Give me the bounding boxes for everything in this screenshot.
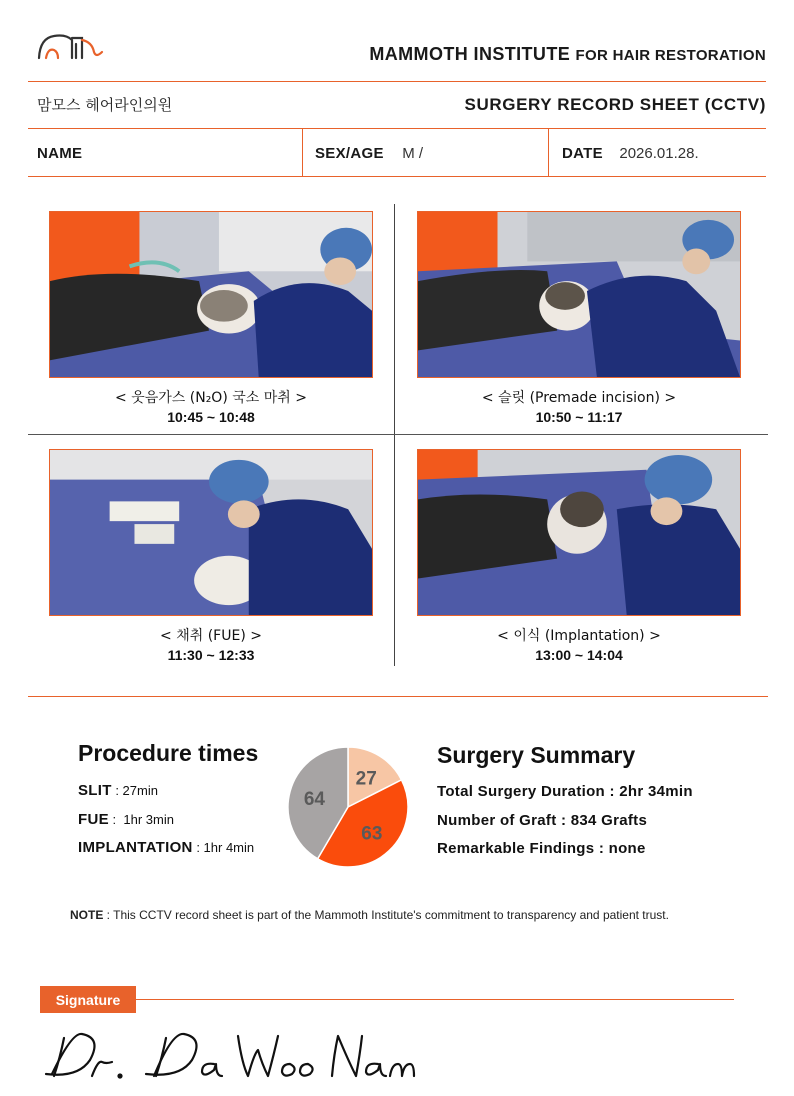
name-field xyxy=(37,145,82,163)
photo-caption xyxy=(49,387,373,425)
procedure-value: 27min xyxy=(122,783,158,798)
grid-vertical-divider xyxy=(394,204,395,666)
photo-caption xyxy=(417,387,741,425)
procedure-sep: : xyxy=(111,783,123,798)
procedure-pie-chart xyxy=(286,745,410,869)
photo-caption-title: < 웃음가스 (N₂O) 국소 마취 > xyxy=(115,390,307,406)
procedure-row-slit xyxy=(78,782,158,799)
pie-slice-label: 63 xyxy=(361,823,383,845)
cctv-photo-implantation xyxy=(417,449,741,616)
cctv-photo-anesthesia xyxy=(49,211,373,378)
clinic-korean-name: 맘모스 헤어라인의원 xyxy=(37,96,173,114)
note-label: NOTE xyxy=(70,908,104,922)
grid-horizontal-divider xyxy=(28,434,768,435)
sheet-title: SURGERY RECORD SHEET (CCTV) xyxy=(464,95,766,114)
procedure-sep: : xyxy=(108,812,124,827)
procedure-label: SLIT xyxy=(78,782,112,799)
date-value: 2026.01.28. xyxy=(619,145,699,162)
procedure-sep: : xyxy=(192,840,204,855)
note-text: : This CCTV record sheet is part of the Mammoth Institute's commitment to transparency and patient trust. xyxy=(103,908,669,922)
procedure-row-fue xyxy=(78,811,174,828)
divider xyxy=(28,176,766,177)
signature-line xyxy=(136,999,734,1000)
signature-tag: Signature xyxy=(40,986,136,1013)
sexage-label: SEX/AGE xyxy=(315,145,384,162)
field-separator xyxy=(548,129,549,176)
photo-caption-title: < 이식 (Implantation) > xyxy=(497,628,661,644)
summary-findings: Remarkable Findings : none xyxy=(437,840,646,857)
summary-grafts: Number of Graft : 834 Grafts xyxy=(437,812,648,829)
summary-duration: Total Surgery Duration : 2hr 34min xyxy=(437,783,693,800)
photo-caption-time: 10:45 ~ 10:48 xyxy=(167,409,255,425)
date-field xyxy=(562,145,699,163)
procedure-label: FUE xyxy=(78,811,109,828)
procedure-times-title: Procedure times xyxy=(78,740,259,766)
procedure-row-implantation xyxy=(78,839,254,856)
photo-caption xyxy=(417,625,741,663)
brand-name: MAMMOTH INSTITUTE FOR HAIR RESTORATION xyxy=(369,44,766,64)
photo-caption xyxy=(49,625,373,663)
photo-caption-time: 10:50 ~ 11:17 xyxy=(535,409,623,425)
pie-slice-label: 27 xyxy=(355,768,377,790)
pie-slice-label: 64 xyxy=(303,788,325,810)
note xyxy=(70,908,669,922)
photo-caption-title: < 슬릿 (Premade incision) > xyxy=(481,390,677,406)
date-label: DATE xyxy=(562,145,603,162)
signature-handwriting xyxy=(42,1024,422,1088)
divider xyxy=(28,81,766,82)
divider xyxy=(28,696,768,697)
procedure-label: IMPLANTATION xyxy=(78,839,193,856)
sexage-value: M / xyxy=(402,145,424,162)
mammoth-logo xyxy=(36,28,108,66)
surgery-summary-title: Surgery Summary xyxy=(437,742,636,768)
procedure-value: 1hr 4min xyxy=(203,840,255,855)
brand-subtitle: FOR HAIR RESTORATION xyxy=(575,47,766,64)
name-label: NAME xyxy=(37,145,83,162)
procedure-value: 1hr 3min xyxy=(123,812,174,827)
sexage-field xyxy=(315,145,423,163)
field-separator xyxy=(302,129,303,176)
cctv-photo-fue xyxy=(49,449,373,616)
photo-caption-time: 11:30 ~ 12:33 xyxy=(167,647,255,663)
photo-caption-title: < 채취 (FUE) > xyxy=(160,628,262,644)
photo-caption-time: 13:00 ~ 14:04 xyxy=(535,647,623,663)
divider xyxy=(28,128,766,129)
cctv-photo-slit xyxy=(417,211,741,378)
